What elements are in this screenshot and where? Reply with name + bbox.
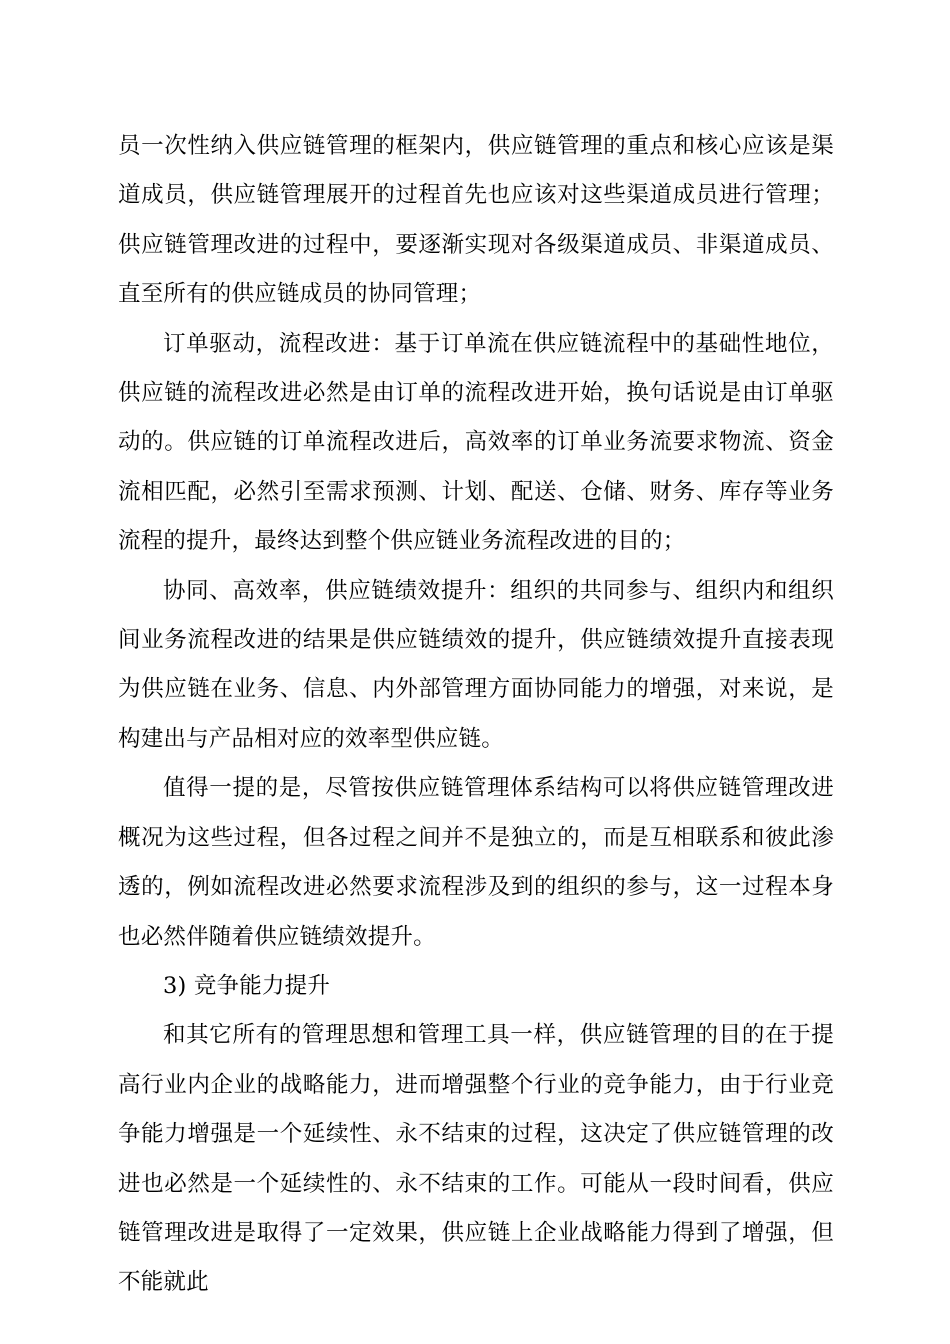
body-text — [118, 122, 834, 1308]
section-heading: 3) 竞争能力提升 — [163, 972, 331, 999]
paragraph-collaboration: 协同、高效率，供应链绩效提升：组织的共同参与、组织内和组织间业务流程改进的结果是供应链绩效的提升，供应链绩效提升直接表现为供应链在业务、信息、内外部管理方面协同能力的增强，对来说，是构建出与产品相对应的效率型供应链。 — [118, 577, 834, 752]
paragraph-continuation: 员一次性纳入供应链管理的框架内，供应链管理的重点和核心应该是渠道成员，供应链管理展开的过程首先也应该对这些渠道成员进行管理；供应链管理改进的过程中，要逐渐实现对各级渠道成员、非渠道成员、直至所有的供应链成员的协同管理； — [118, 133, 834, 308]
paragraph-competitiveness: 和其它所有的管理思想和管理工具一样，供应链管理的目的在于提高行业内企业的战略能力，进而增强整个行业的竞争能力，由于行业竞争能力增强是一个延续性、永不结束的过程，这决定了供应链管理的改进也必然是一个延续性的、永不结束的工作。可能从一段时间看，供应链管理改进是取得了一定效果，供应链上企业战略能力得到了增强，但不能就此 — [118, 1022, 834, 1296]
paragraph-order-driven: 订单驱动，流程改进：基于订单流在供应链流程中的基础性地位，供应链的流程改进必然是由订单的流程改进开始，换句话说是由订单驱动的。供应链的订单流程改进后，高效率的订单业务流要求物流、资金流相匹配，必然引至需求预测、计划、配送、仓储、财务、库存等业务流程的提升，最终达到整个供应链业务流程改进的目的； — [118, 330, 834, 555]
paragraph-note: 值得一提的是，尽管按供应链管理体系结构可以将供应链管理改进概况为这些过程，但各过程之间并不是独立的，而是互相联系和彼此渗透的，例如流程改进必然要求流程涉及到的组织的参与，这一过程本身也必然伴随着供应链绩效提升。 — [118, 775, 834, 950]
